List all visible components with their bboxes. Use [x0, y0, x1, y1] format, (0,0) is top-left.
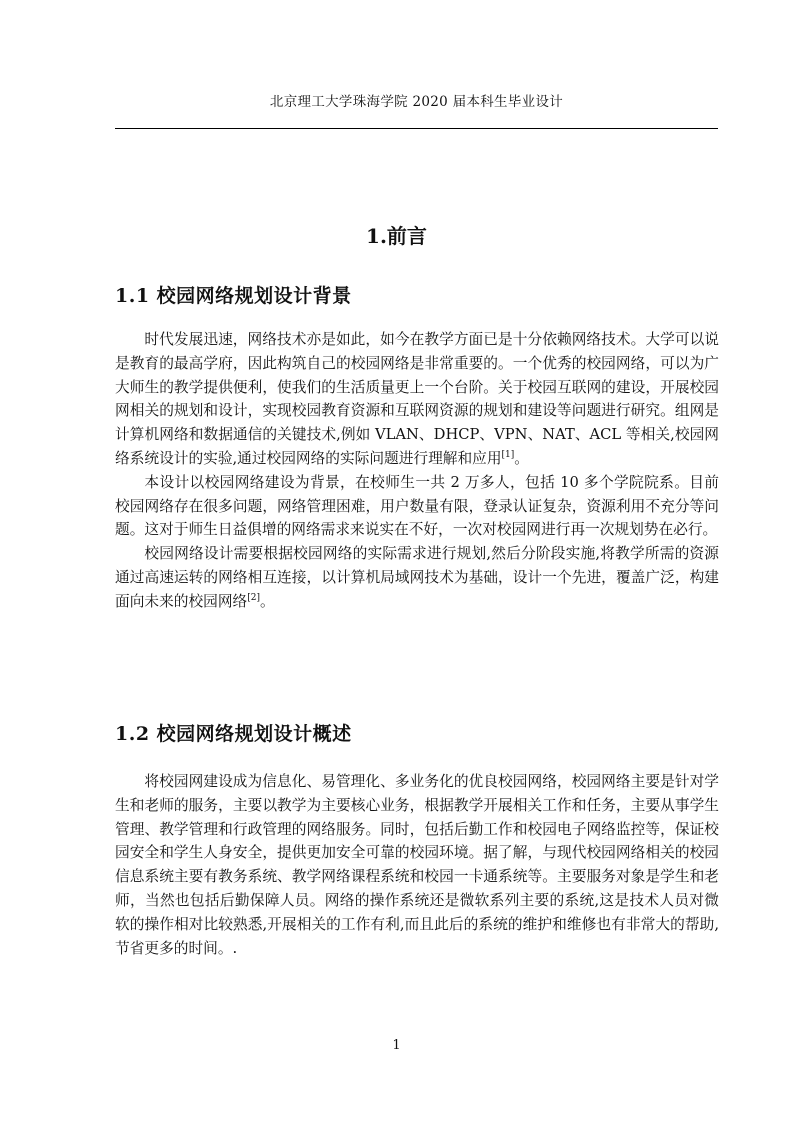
- citation-ref: [1]: [501, 450, 515, 461]
- paragraph: 将校园网建设成为信息化、易管理化、多业务化的优良校园网络，校园网络主要是针对学生和老师的服务，主要以教学为主要核心业务，根据教学开展相关工作和任务，主要从事学生管理、教学管理和行政管理的网络服务。同时，包括后勤工作和校园电子网络监控等，保证校园安全和学生人身安全，提供更加安全可靠的校园环境。据了解，与现代校园网络相关的校园信息系统主要有教务系统、教学网络课程系统和校园一卡通系统等。主要服务对象是学生和老师，当然也包括后勤保障人员。网络的操作系统还是微软系列主要的系统,这是技术人员对微软的操作相对比较熟悉,开展相关的工作有利,而且此后的系统的维护和维修也有非常大的帮助,节省更多的时间。.: [115, 773, 719, 957]
- page-header: 北京理工大学珠海学院 2020 届本科生毕业设计: [269, 94, 564, 110]
- chapter-title: 1.前言: [366, 224, 427, 248]
- section-1-1-body: [115, 328, 719, 614]
- citation-ref: [2]: [247, 592, 260, 603]
- section-1-2-body: [115, 770, 719, 960]
- paragraph: 时代发展迅速，网络技术亦是如此，如今在教学方面已是十分依赖网络技术。大学可以说是教育的最高学府，因此构筑自己的校园网络是非常重要的。一个优秀的校园网络，可以为广大师生的教学提供便利，使我们的生活质量更上一个台阶。关于校园互联网的建设，开展校园网相关的规划和设计，实现校园教育资源和互联网资源的规划和建设等问题进行研究。组网是计算机网络和数据通信的关键技术,例如 VLAN、DHCP、VPN、NAT、ACL 等相关,校园网络系统设计的实验,通过校园网络的实际问题进行理解和应用[1]。: [115, 331, 719, 467]
- section-title-1-2: 1.2 校园网络规划设计概述: [115, 723, 352, 745]
- header-rule: [115, 128, 718, 129]
- section-title-1-1: 1.1 校园网络规划设计背景: [115, 285, 352, 307]
- paragraph: 本设计以校园网络建设为背景，在校师生一共 2 万多人，包括 10 多个学院院系。目前校园网络存在很多问题，网络管理困难，用户数量有限，登录认证复杂，资源利用不充分等问题。这对于师生日益俱增的网络需求来说实在不好，一次对校园网进行再一次规划势在必行。: [115, 473, 719, 539]
- page-number: 1: [392, 1038, 401, 1053]
- paragraph: 校园网络设计需要根据校园网络的实际需求进行规划,然后分阶段实施,将教学所需的资源通过高速运转的网络相互连接，以计算机局域网技术为基础，设计一个先进，覆盖广泛，构建面向未来的校园网络[2]。: [115, 545, 719, 610]
